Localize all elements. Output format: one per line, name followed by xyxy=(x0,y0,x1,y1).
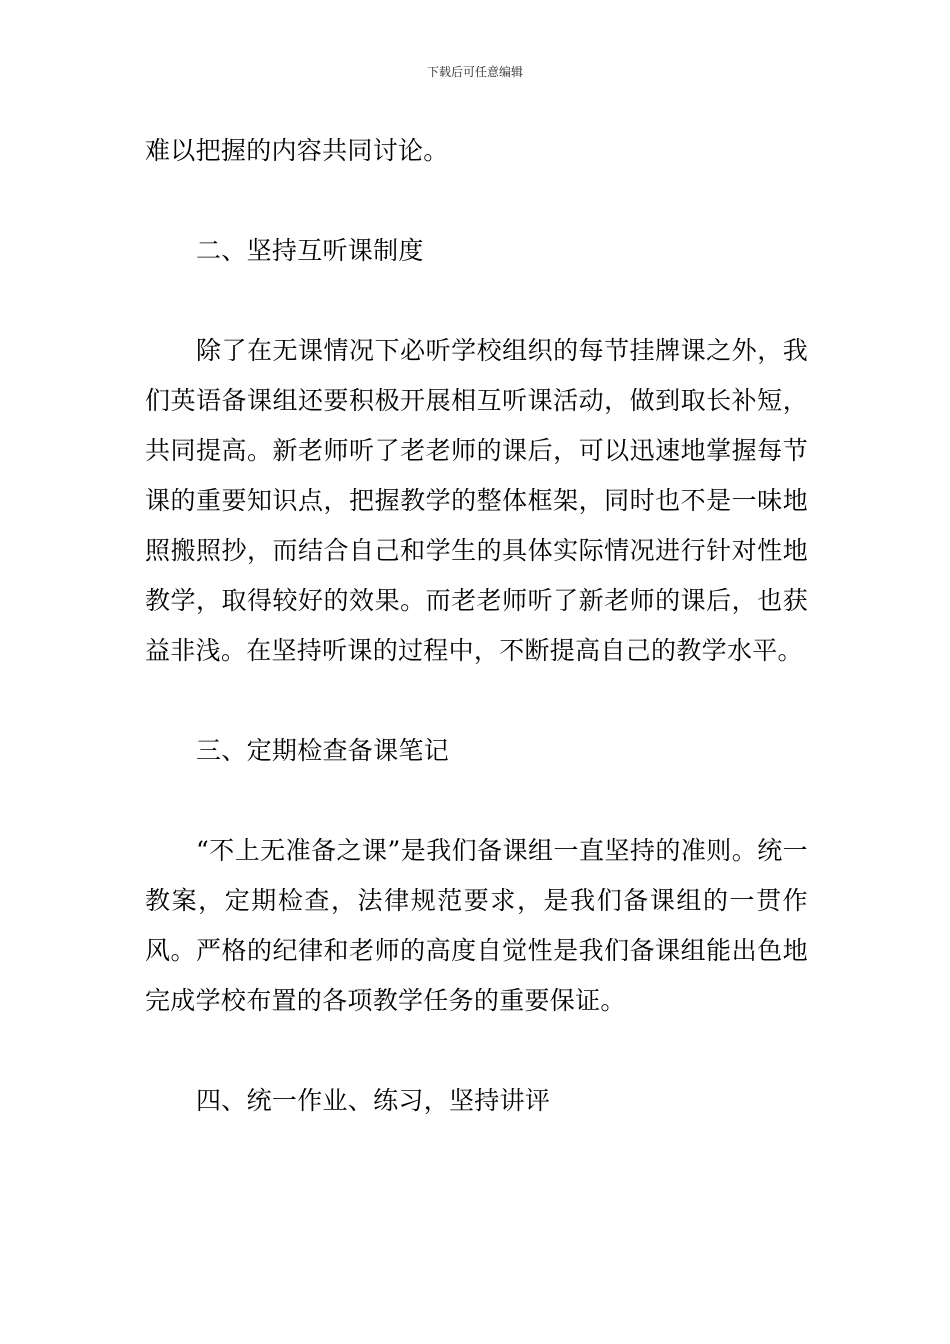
page-header xyxy=(0,64,950,80)
section-heading-4: 四、统一作业、练习，坚持讲评 xyxy=(196,1086,551,1115)
header-text: 下载后可任意编辑 xyxy=(426,65,523,79)
document-body xyxy=(145,126,808,1126)
section-heading-2: 二、坚持互听课制度 xyxy=(196,236,424,265)
paragraph-continuation: 难以把握的内容共同讨论。 xyxy=(145,136,449,165)
paragraph-listening: 除了在无课情况下必听学校组织的每节挂牌课之外，我们英语备课组还要积极开展相互听课活动，做到取长补短，共同提高。新老师听了老老师的课后，可以迅速地掌握每节课的重要知识点，把握教学的整体框架，同时也不是一味地照搬照抄，而结合自己和学生的具体实际情况进行针对性地教学，取得较好的效果。而老老师听了新老师的课后，也获益非浅。在坚持听课的过程中，不断提高自己的教学水平。 xyxy=(145,336,808,665)
paragraph-lesson-notes: “不上无准备之课”是我们备课组一直坚持的准则。统一教案，定期检查，法律规范要求，是我们备课组的一贯作风。严格的纪律和老师的高度自觉性是我们备课组能出色地完成学校布置的各项教学任务的重要保证。 xyxy=(145,836,808,1015)
paragraph-gap xyxy=(145,176,808,226)
section-heading-3: 三、定期检查备课笔记 xyxy=(196,736,450,765)
paragraph-gap xyxy=(145,1026,808,1076)
paragraph-gap xyxy=(145,776,808,826)
paragraph-gap xyxy=(145,676,808,726)
paragraph-gap xyxy=(145,276,808,326)
